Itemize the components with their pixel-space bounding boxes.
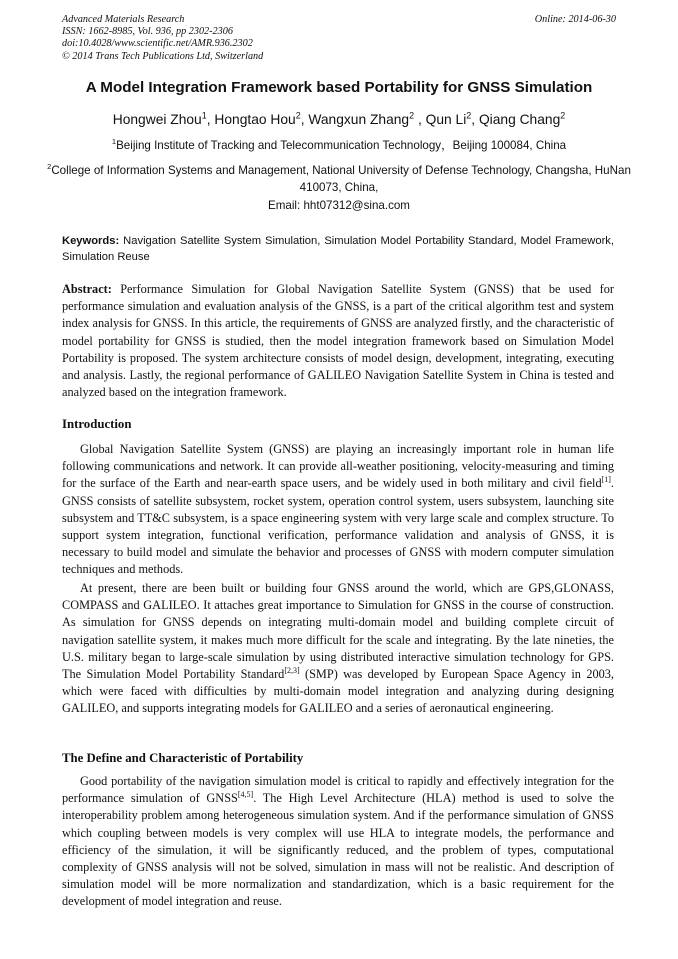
paragraph-text: At present, there are been built or building four GNSS around the world, which are GPS,GLONASS, COMPASS and GALILEO. It attaches great importance to Simulation for GNSS in the course of construction. As simulation for GNSS depends on integrating multi-domain model and building complete circuit of navigation satellite system, it makes much more difficult for the scale and integrating. By the late nineties, the U.S. military began to large-scale simulation by using distributed interactive simulation technology for GPS. The Simulation Model Portability Standard bbox=[62, 581, 614, 682]
portability-paragraph-1 bbox=[62, 773, 614, 911]
journal-info bbox=[62, 14, 616, 63]
doi-line[interactable]: doi:10.4028/www.scientific.net/AMR.936.2302 bbox=[62, 38, 253, 50]
author-affiliation-mark: 2 bbox=[466, 110, 472, 121]
affiliation-2 bbox=[40, 162, 638, 196]
keywords-label: Keywords: bbox=[62, 235, 120, 247]
online-date: Online: 2014-06-30 bbox=[534, 14, 616, 25]
section-heading-portability: The Define and Characteristic of Portability bbox=[62, 751, 304, 765]
affiliation-mark: 2 bbox=[47, 162, 52, 172]
citation-ref[interactable]: [4,5] bbox=[237, 790, 254, 800]
abstract-label: Abstract: bbox=[62, 282, 112, 296]
citation-ref[interactable]: [1] bbox=[601, 475, 611, 485]
affiliation-1 bbox=[40, 137, 638, 154]
introduction-paragraph-1 bbox=[62, 441, 614, 579]
journal-name: Advanced Materials Research bbox=[62, 14, 185, 25]
keywords-block bbox=[62, 234, 614, 265]
affiliation-mark: 1 bbox=[111, 137, 117, 147]
author-affiliation-mark: 2 bbox=[560, 110, 566, 121]
author-name: Wangxun Zhang bbox=[308, 112, 410, 127]
citation-ref[interactable]: [2,3] bbox=[284, 665, 300, 675]
keywords-text: Navigation Satellite System Simulation, Simulation Model Portability Standard, Model Framework, Simulation Reuse bbox=[62, 235, 615, 263]
author-name: Qiang Chang bbox=[478, 112, 561, 127]
paper-title: A Model Integration Framework based Portability for GNSS Simulation bbox=[85, 79, 593, 96]
journal-header bbox=[62, 14, 616, 63]
copyright-line: © 2014 Trans Tech Publications Ltd, Switzerland bbox=[62, 50, 264, 62]
issn-line: ISSN: 1662-8985, Vol. 936, pp 2302-2306 bbox=[62, 26, 233, 38]
paragraph-text: (SMP) was developed by European Space Agency in 2003, which were faced with difficulties by multi-domain model integration and analyzing during designing GALILEO, and supports integrating models for GALILEO and a series of aeronautical engineering. bbox=[62, 667, 614, 716]
paragraph-text: . The High Level Architecture (HLA) method is used to solve the interoperability problem among heterogeneous simulation system. And if the performance simulation of GNSS which coupling between models is very complex will use HLA to integrate models, the performance and efficiency of the simulation, it will be significantly reduced, and the problem of types, computational complexity of GNSS analysis will not be solved, simulation in mass will not be realistic. And description of simulation model will be more normalization and standardization, which is a basic requirement for the development of model integration and reuse. bbox=[62, 791, 614, 909]
section-heading-introduction: Introduction bbox=[62, 417, 132, 431]
author-name: Hongtao Hou bbox=[214, 112, 296, 127]
paragraph-text: . GNSS consists of satellite subsystem, rocket system, operation control system, users subsystem, launching site subsystem and TT&C subsystem, is a space engineering system with very large scale and complex structure. To support system integration, functional verification, performance validation and analysis of GNSS, it is necessary to build model and simulate the behavior and processes of GNSS with modern computer simulation techniques and methods. bbox=[62, 476, 614, 577]
affiliation-text: College of Information Systems and Management, National University of Defense Technology, Changsha, HuNan 410073, China, bbox=[51, 164, 631, 194]
author-name: Qun Li bbox=[425, 112, 467, 127]
contact-email[interactable]: Email: hht07312@sina.com bbox=[268, 199, 410, 212]
paragraph-text: Good portability of the navigation simulation model is critical to rapidly and effectively integration for the performance simulation of GNSS bbox=[62, 774, 614, 806]
paragraph-text: Global Navigation Satellite System (GNSS) are playing an increasingly important role in human life following communications and network. It can provide all-weather positioning, velocity-measuring and timing for the surface of the Earth and near-earth space users, and be widely used in both military and civil field bbox=[62, 442, 614, 491]
affiliation-text: Beijing Institute of Tracking and Telecommunication Technology，Beijing 100084, China bbox=[116, 139, 567, 152]
abstract-text: Performance Simulation for Global Navigation Satellite System (GNSS) that be used for performance simulation and evaluation analysis of the GNSS, is a part of the critical algorithm test and system index analysis for GNSS. In this article, the requirements of GNSS are analyzed firstly, and the characteristic of model portability for GNSS is studied, then the model integration framework based on Simulation Model Portability is proposed. The system architecture consists of model design, development, integrating, executing and analysis. Lastly, the regional performance of GALILEO Navigation Satellite System in China is tested and analyzed based on the integration framework. bbox=[62, 282, 614, 400]
introduction-paragraph-2 bbox=[62, 580, 614, 718]
author-affiliation-mark: 1 bbox=[201, 110, 207, 121]
author-list: Hongwei Zhou$^1$, Hongtao Hou$^2$, Wangxun Zhang$^2$ , Qun Li$^2$, Qiang Chang$^2$ bbox=[112, 110, 566, 127]
author-affiliation-mark: 2 bbox=[295, 110, 301, 121]
author-name: Hongwei Zhou bbox=[112, 112, 202, 127]
author-affiliation-mark: 2 bbox=[409, 110, 415, 121]
abstract-block bbox=[62, 281, 614, 401]
